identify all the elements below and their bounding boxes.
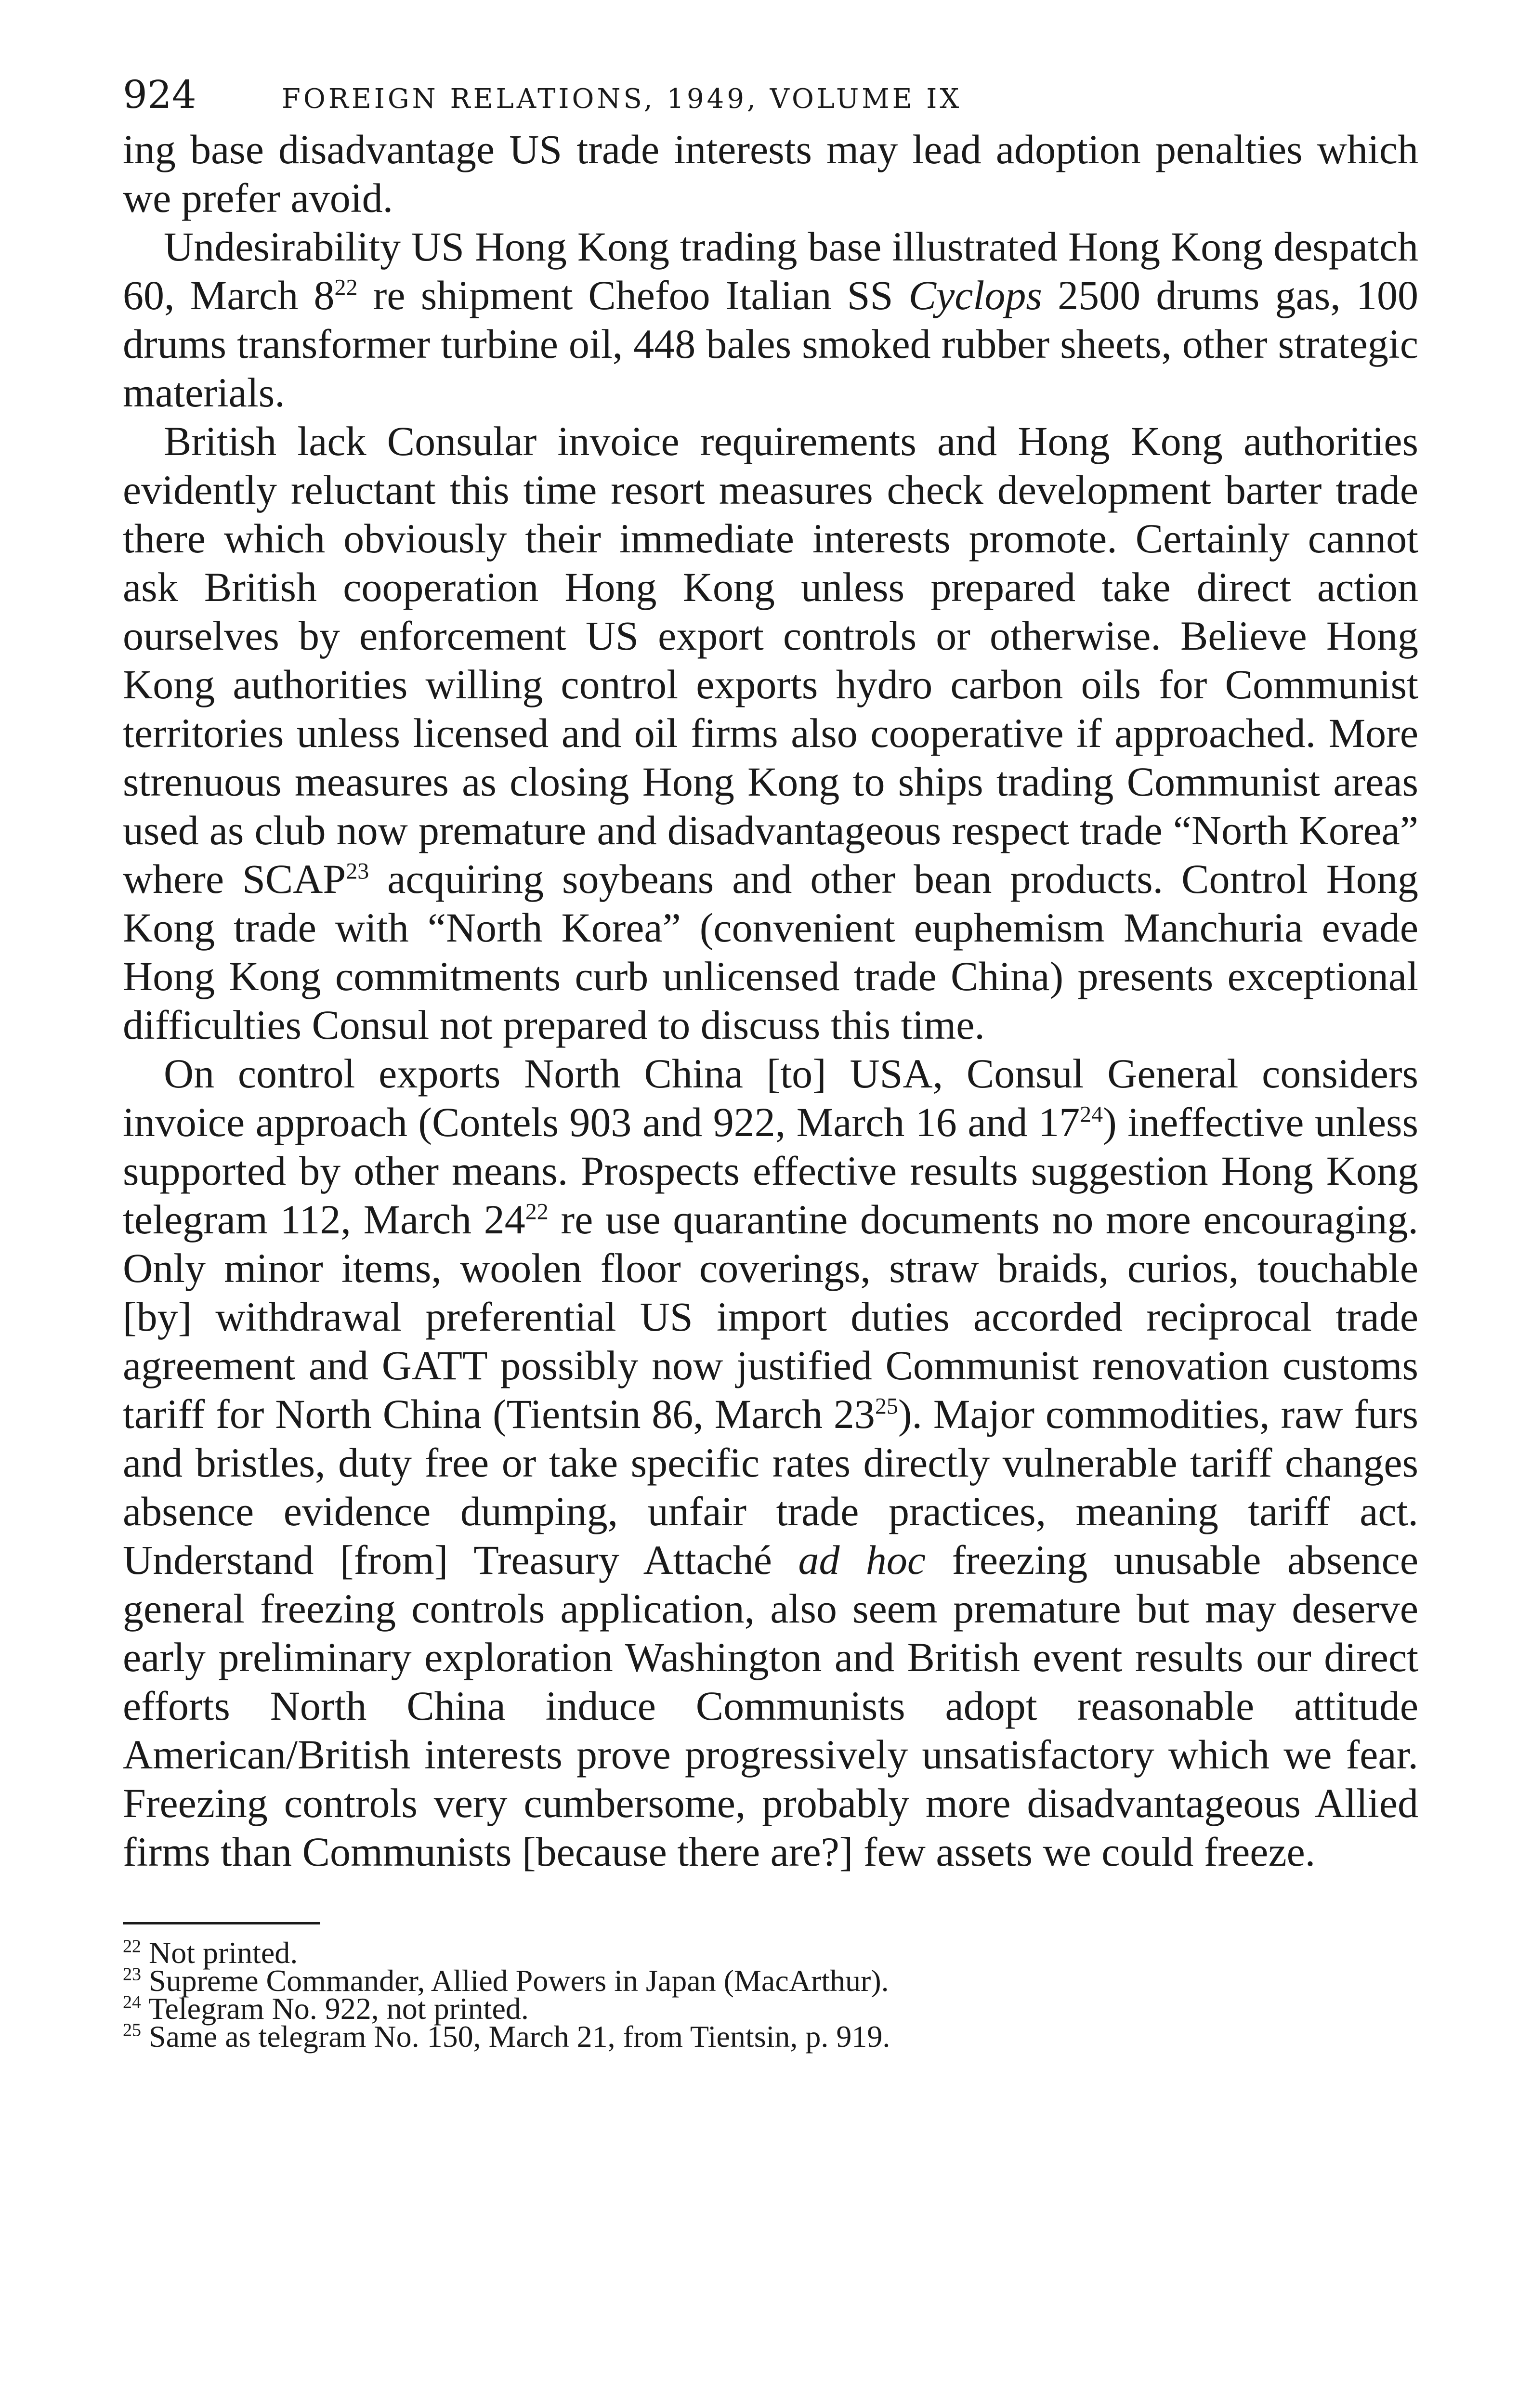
paragraph-british-consular <box>123 417 1418 1049</box>
footnote-ref: 24 <box>1080 1101 1103 1127</box>
footnote-text: Telegram No. 922, not printed. <box>141 1991 529 2026</box>
latin-phrase-italic: ad hoc <box>798 1537 926 1583</box>
paragraph-text: ) ineffective unless supported by other means. Prospects effective results suggestion Hong Kong telegram 112, March 24 <box>123 1099 1418 1243</box>
footnote-23 <box>123 1963 1418 1998</box>
footnote-ref: 22 <box>334 275 358 301</box>
footnote-text: Same as telegram No. 150, March 21, from Tientsin, p. 919. <box>141 2019 890 2054</box>
paragraph-text: ing base disadvantage US trade interests may lead adoption penalties which we prefer avoid. <box>123 126 1418 221</box>
footnote-text: Supreme Commander, Allied Powers in Japan (MacArthur). <box>141 1963 889 1998</box>
footnote-number: 22 <box>123 1936 141 1957</box>
paragraph-cyclops-shipment <box>123 222 1418 417</box>
paragraph-text: 2500 drums gas, 100 drums transformer turbine oil, 448 bales smoked rubber sheets, other strategic materials. <box>123 272 1419 416</box>
paragraph-text: re use quarantine documents no more encouraging. Only minor items, woolen floor coverings, straw braids, curios, touchable [by] withdrawal preferential US import duties accorded reciprocal trade agreement and GATT possibly now justified Communist renovation customs tariff for North China (Tientsin 86, March 23 <box>123 1196 1419 1437</box>
paragraph-text: British lack Consular invoice requirements and Hong Kong authorities evidently reluctant this time resort measures check development barter trade there which obviously their immediate interests promote. Certainly cannot ask British cooperation Hong Kong unless prepared take direct action ourselves by enforcement US export controls or otherwise. Believe Hong Kong authorities willing control exports hydro carbon oils for Communist territories unless licensed and oil firms also cooperative if approached. More strenuous measures as closing Hong Kong to ships trading Communist areas used as club now premature and disadvantageous respect trade “North Korea” where SCAP <box>123 418 1418 902</box>
footnote-ref: 23 <box>346 858 369 884</box>
footnote-number: 23 <box>123 1964 141 1985</box>
paragraph-text: Undesirability US Hong Kong trading base illustrated Hong Kong despatch 60, March 8 <box>123 223 1418 318</box>
running-head <box>123 72 1418 125</box>
paragraph-control-exports <box>123 1049 1418 1876</box>
paragraph-continued <box>123 125 1418 222</box>
running-head-title: FOREIGN RELATIONS, 1949, VOLUME IX <box>282 83 962 115</box>
paragraph-text: re shipment Chefoo Italian SS <box>357 272 909 318</box>
footnote-24 <box>123 1991 1418 2026</box>
document-page <box>123 72 1419 2054</box>
footnote-number: 25 <box>123 2020 141 2041</box>
footnote-25 <box>123 2019 1418 2054</box>
footnote-ref: 25 <box>875 1393 898 1419</box>
ship-name-italic: Cyclops <box>908 272 1042 318</box>
page-number: 924 <box>123 72 196 117</box>
footnote-22 <box>123 1936 1418 1970</box>
footnote-divider <box>123 1922 320 1924</box>
footnotes <box>123 1936 1418 2054</box>
paragraph-text: acquiring soybeans and other bean products. Control Hong Kong trade with “North Korea” (convenient euphemism Manchuria evade Hong Kong commitments curb unlicensed trade China) presents exceptional difficulties Consul not prepared to discuss this time. <box>123 856 1419 1048</box>
paragraph-text: ). Major commodities, raw furs and bristles, duty free or take specific rates directly vulnerable tariff changes absence evidence dumping, unfair trade practices, meaning tariff act. Understand [from] Treasury Attaché <box>123 1391 1419 1583</box>
document-body <box>123 125 1418 1876</box>
footnote-number: 24 <box>123 1992 141 2013</box>
footnote-ref: 22 <box>525 1199 549 1225</box>
paragraph-text: On control exports North China [to] USA, Consul General considers invoice approach (Contels 903 and 922, March 16 and 17 <box>123 1050 1418 1145</box>
paragraph-text: freezing unusable absence general freezing controls application, also seem premature but may deserve early preliminary exploration Washington and British event results our direct efforts North China induce Communists adopt reasonable attitude American/British interests prove progressively unsatisfactory which we fear. Freezing controls very cumbersome, probably more disadvantageous Allied firms than Communists [because there are?] few assets we could freeze. <box>123 1537 1418 1875</box>
footnote-text: Not printed. <box>141 1936 298 1970</box>
